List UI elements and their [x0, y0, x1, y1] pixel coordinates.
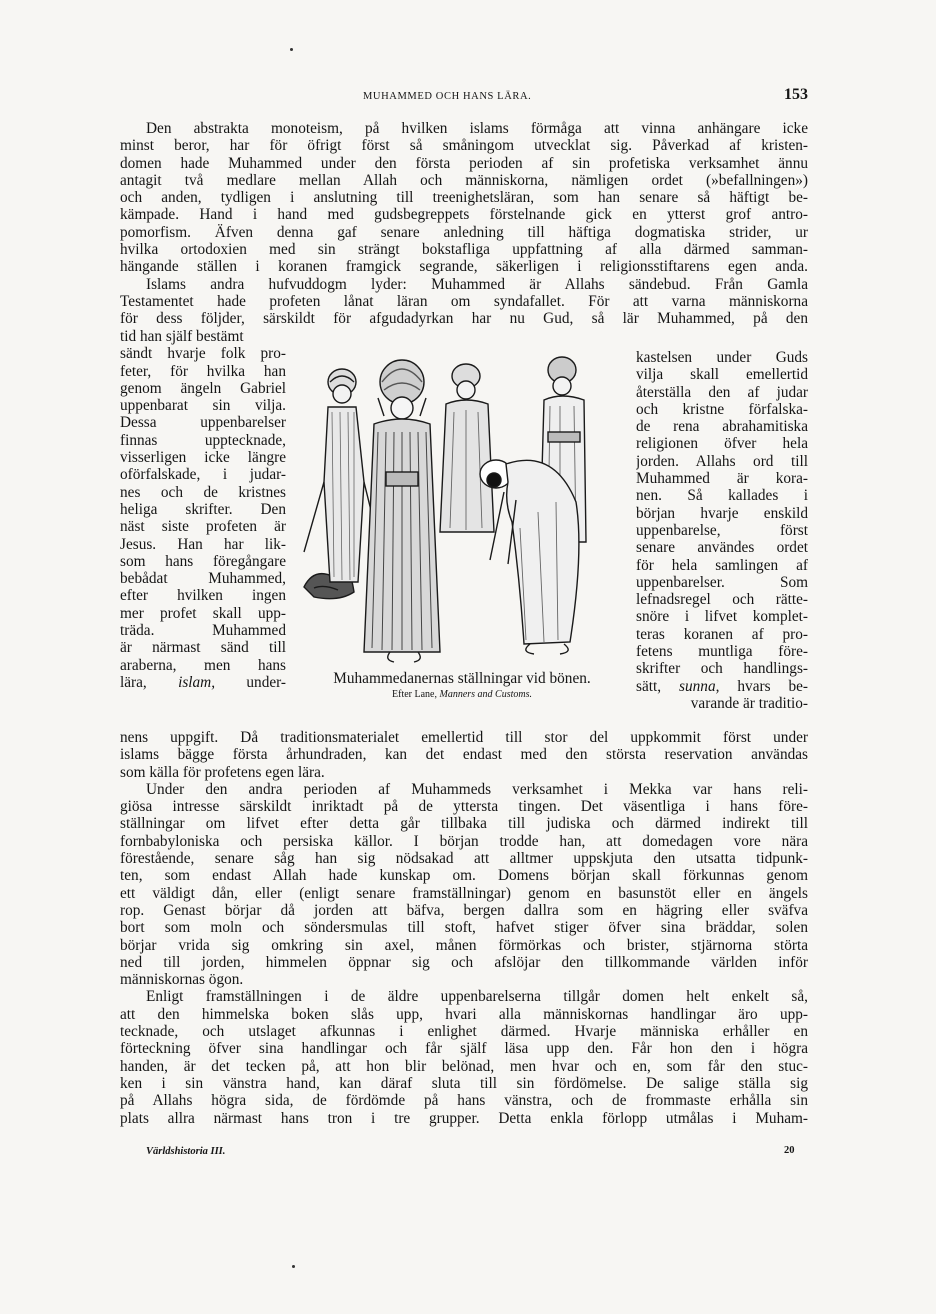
italic-term-sunna: sunna,	[679, 677, 720, 695]
text-line: uppenbarelse, först	[636, 521, 808, 539]
text-line: kämpade. Hand i hand med gudsbegreppets förstelnande gick en ytterst grof antro-	[120, 206, 808, 224]
text-line: Muhammed är kora-	[636, 470, 808, 488]
text-line: plats allra närmast hans tron i tre grupper. Detta enkla förlopp utmålas i Muham-	[120, 1109, 808, 1127]
text-line: nens uppgift. Då traditionsmaterialet emellertid till stor del uppkommit först under	[120, 729, 808, 746]
text-line: pomorfism. Äfven denna gaf senare anledning till häftiga dogmatiska strider, ur	[120, 223, 808, 241]
text-line: för dess följder, särskildt för afgudadyrkan har nu Gud, så lär Muhammed, på den	[120, 310, 808, 328]
text-line: nes och de kristnes	[120, 483, 286, 501]
text-line	[120, 674, 286, 691]
text-line: förteckning öfver sina handlingar och får själf läsa upp den. Får hon den i högra	[120, 1040, 808, 1058]
text-line: och kristne förfalska-	[636, 400, 808, 418]
text-line: hängande ställen i koranen framgick segrande, säkerligen i religionsstiftarens egen anda.	[120, 258, 808, 276]
text-line: för hela samlingen af	[636, 556, 808, 574]
text-line: islams bägge första århundraden, kan det endast med den största reservation användas	[120, 746, 808, 764]
text-line: ken i sin vänstra hand, kan däraf sluta till sin fördömelse. De salige ställa sig	[120, 1074, 808, 1092]
italic-term-islam: islam,	[178, 673, 216, 691]
text-line: araberna, men hans	[120, 656, 286, 674]
prayer-figures-drawing	[294, 352, 630, 672]
text-line: på Allahs högra sida, de fördömde på hans vänstra, och de frommaste erhålla sin	[120, 1092, 808, 1110]
text-line: kastelsen under Guds	[636, 349, 808, 366]
text-line: minst beror, har för öfrigt först så småningom utvecklat sig. Påverkad af kristen-	[120, 137, 808, 155]
text-line: feter, för hvilka han	[120, 362, 286, 380]
text-line: bebådat Muhammed,	[120, 570, 286, 588]
text-line: fornbabyloniska och persiska källor. I början trodde han, att domedagen vore nära	[120, 832, 808, 850]
text-line: teras koranen af pro-	[636, 625, 808, 643]
text-word: hvars be-	[737, 677, 808, 695]
text-line: vilja skall emellertid	[636, 366, 808, 384]
running-header	[120, 86, 808, 108]
text-line: uppenbarelser. Som	[636, 573, 808, 591]
text-line: är närmast sänd till	[120, 639, 286, 657]
text-line: sändt hvarje folk pro-	[120, 345, 286, 363]
text-line: som hans föregångare	[120, 552, 286, 570]
footer-signature-number: 20	[784, 1145, 795, 1156]
text-line: rop. Genast börjar då jorden att bäfva, bergen dallra som en hägring eller sväfva	[120, 901, 808, 919]
text-word: under-	[246, 673, 286, 691]
text-line: människornas ögon.	[120, 971, 244, 989]
text-word: sätt,	[636, 677, 662, 695]
left-text-column	[120, 328, 286, 691]
text-line: ned till jorden, himmelen öppnar sig och afslöjar den tillkommande världen inför	[120, 953, 808, 971]
text-line: oförfalskade, i judar-	[120, 466, 286, 484]
text-line: efter hvilken ingen	[120, 587, 286, 605]
text-line: domen hade Muhammed under den första perioden af sin profetiska verksamhet ännu	[120, 154, 808, 172]
text-line: senare användes ordet	[636, 539, 808, 557]
text-line: och anden, tydligen i anslutning till treenighetsläran, som han senare så häftigt be-	[120, 189, 808, 207]
text-line: uppenbarat sin vilja.	[120, 397, 286, 415]
text-line: Islams andra hufvuddogm lyder: Muhammed är Allahs sändebud. Från Gamla	[146, 275, 808, 293]
top-paragraphs	[120, 120, 808, 328]
text-line: jorden. Allahs ord till	[636, 452, 808, 470]
text-line: finnas upptecknade,	[120, 431, 286, 449]
text-line: ten, som endast Allah hade kunskap om. Domens början skall förkunnas genom	[120, 867, 808, 885]
text-line: hvilka ortodoxien med sin strängt bokstafliga uppfattning af alla därmed samman-	[120, 241, 808, 259]
right-text-column	[636, 349, 808, 712]
page-number: 153	[784, 86, 808, 103]
text-line: heliga skrifter. Den	[120, 500, 286, 518]
text-line: nen. Så kallades i	[636, 487, 808, 505]
text-line: ett väldigt dån, eller (enligt senare framställningar) genom en basunstöt eller en ängels	[120, 884, 808, 902]
text-line: snöre i lifvet komplet-	[636, 608, 808, 626]
credit-title: Manners and Customs.	[439, 689, 532, 700]
text-line: Testamentet hade profeten lånat läran om syndafallet. För att varna människorna	[120, 292, 808, 310]
text-line: tecknade, och utslaget afkunnas i enlighet därmed. Hvarje människa erhåller en	[120, 1023, 808, 1041]
figure-caption: Muhammedanernas ställningar vid bönen.	[333, 670, 591, 687]
text-line: antagit två medlare mellan Allah och människorna, nämligen ordet (»befallningen»)	[120, 171, 808, 189]
print-speck	[292, 1265, 295, 1268]
text-line: Under den andra perioden af Muhammeds verksamhet i Mekka var hans reli-	[146, 780, 808, 798]
text-line: Den abstrakta monoteism, på hvilken islams förmåga att vinna anhängare icke	[146, 120, 808, 137]
bottom-paragraphs	[120, 729, 808, 1127]
text-line: skrifter och handlings-	[636, 660, 808, 678]
text-line: näst siste profeten är	[120, 518, 286, 536]
text-line: att den himmelska boken slås upp, hvari alla människornas handlingar äro upp-	[120, 1005, 808, 1023]
text-line: ställningar om lifvet efter detta går tillbaka till judiska och därmed indirekt till	[120, 815, 808, 833]
credit-prefix: Efter Lane,	[392, 689, 437, 700]
text-line: handen, är det tecken på, att hon blir belönad, men hvar och en, som får den stuc-	[120, 1057, 808, 1075]
text-line: varande är traditio-	[690, 694, 808, 712]
text-line: fetens muntliga före-	[636, 643, 808, 661]
text-line: som källa för profetens egen lära.	[120, 763, 325, 781]
text-line: giösa intresse särskildt inriktadt på de yttersta tingen. Det väsentliga i hans före-	[120, 798, 808, 816]
footer-volume-title: Världshistoria III.	[146, 1146, 226, 1157]
text-line: förestående, senare såg han sig nödsakad att alltmer uppskjuta den utsatta tidpunk-	[120, 850, 808, 868]
text-line: Jesus. Han har lik-	[120, 535, 286, 553]
text-line: bort som moln och söndersmulas till stoft, hafvet stiger öfver sina bräddar, solen	[120, 919, 808, 937]
text-line: genom ängeln Gabriel	[120, 379, 286, 397]
text-line: återställa den af judar	[636, 383, 808, 401]
text-line: början hvarje enskild	[636, 504, 808, 522]
text-line: de rena abrahamitiska	[636, 418, 808, 436]
text-line: lefnadsregel och rätte-	[636, 591, 808, 609]
text-line: mer profet skall upp-	[120, 604, 286, 622]
print-speck	[290, 48, 293, 51]
text-line: börjar vrida sig omkring sin axel, månen förmörkas och brister, stjärnorna störta	[120, 936, 808, 954]
text-line: Dessa uppenbarelser	[120, 414, 286, 432]
text-word: lära,	[120, 673, 147, 691]
text-line: religionen öfver hela	[636, 435, 808, 453]
text-line: träda. Muhammed	[120, 622, 286, 640]
text-line: Enligt framställningen i de äldre uppenbarelserna tillgår domen helt enkelt så,	[146, 988, 808, 1006]
text-line: visserligen icke längre	[120, 449, 286, 467]
text-line	[636, 678, 808, 695]
illustration-prayer-positions	[294, 352, 630, 672]
figure-credit	[292, 689, 632, 700]
running-title: MUHAMMED OCH HANS LÄRA.	[363, 91, 532, 102]
text-line: tid han själf bestämt	[120, 328, 244, 345]
